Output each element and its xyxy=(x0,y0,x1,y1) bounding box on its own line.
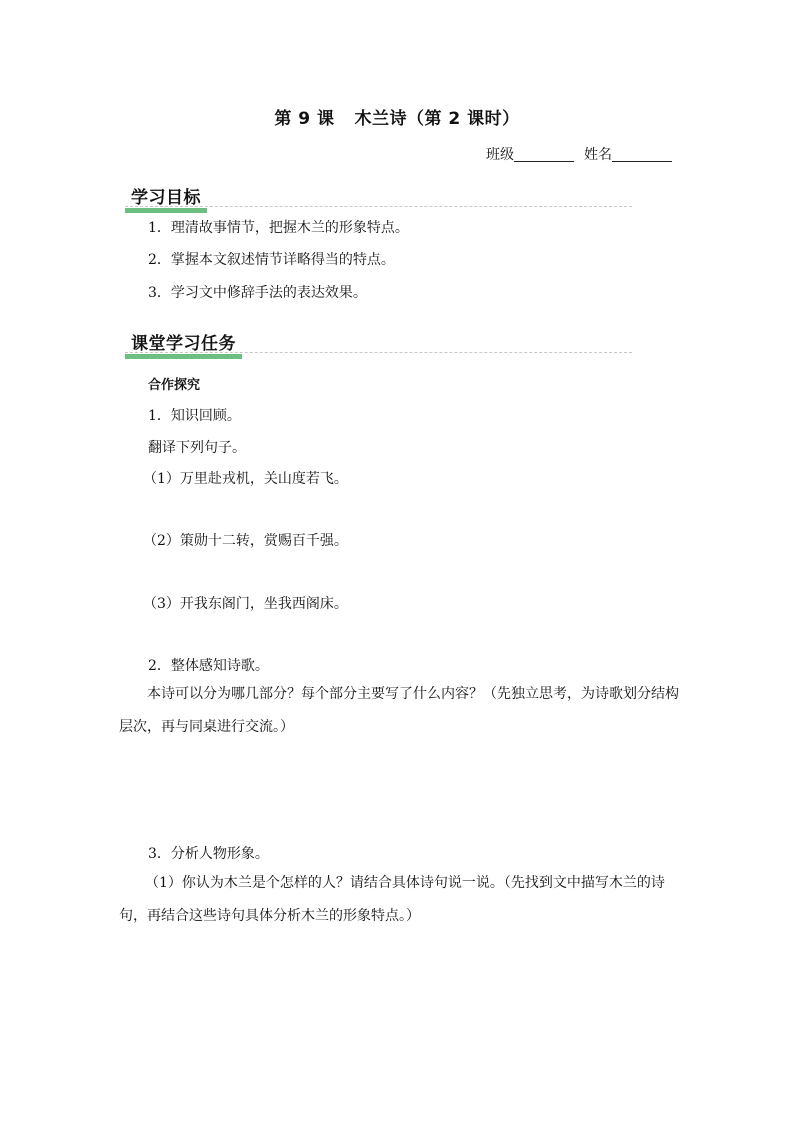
objectives-divider xyxy=(125,206,632,207)
objectives-heading: 学习目标 xyxy=(131,188,201,208)
translation-sentence: （2）策勋十二转，赏赐百千强。 xyxy=(143,533,348,549)
lesson-title: 木兰诗（第 2 课时） xyxy=(354,109,520,129)
page-title xyxy=(0,104,794,129)
task3-body: （1）你认为木兰是个怎样的人？请结合具体诗句说一说。（先找到文中描写木兰的诗句，再结合这些诗句具体分析木兰的形象特点。） xyxy=(119,875,665,924)
objectives-accent-bar xyxy=(125,208,207,213)
name-label: 姓名 xyxy=(584,147,612,163)
student-info-line xyxy=(486,144,672,164)
task1-title: 1．知识回顾。 xyxy=(148,408,241,424)
translation-sentence: （1）万里赴戎机，关山度若飞。 xyxy=(143,471,348,487)
tasks-accent-bar xyxy=(125,354,242,359)
task1-instruction: 翻译下列句子。 xyxy=(148,440,246,456)
translation-sentence: （3）开我东阁门，坐我西阁床。 xyxy=(143,596,348,612)
objective-item: 3．学习文中修辞手法的表达效果。 xyxy=(148,285,367,301)
name-blank[interactable] xyxy=(612,147,672,162)
class-blank[interactable] xyxy=(514,147,574,162)
class-label: 班级 xyxy=(486,147,514,163)
tasks-heading: 课堂学习任务 xyxy=(131,334,236,354)
objective-item: 1．理清故事情节，把握木兰的形象特点。 xyxy=(148,220,409,236)
task2-title: 2．整体感知诗歌。 xyxy=(148,658,269,674)
objective-item: 2．掌握本文叙述情节详略得当的特点。 xyxy=(148,252,395,268)
tasks-divider xyxy=(125,352,632,353)
task2-body: 本诗可以分为哪几部分？每个部分主要写了什么内容？（先独立思考，为诗歌划分结构层次，再与同桌进行交流。） xyxy=(119,686,679,735)
lesson-number: 第 9 课 xyxy=(274,109,335,129)
cooperative-inquiry-heading: 合作探究 xyxy=(148,378,201,393)
tasks-heading-block xyxy=(125,329,242,359)
task3-title: 3．分析人物形象。 xyxy=(148,846,269,862)
objectives-heading-block xyxy=(125,183,207,213)
